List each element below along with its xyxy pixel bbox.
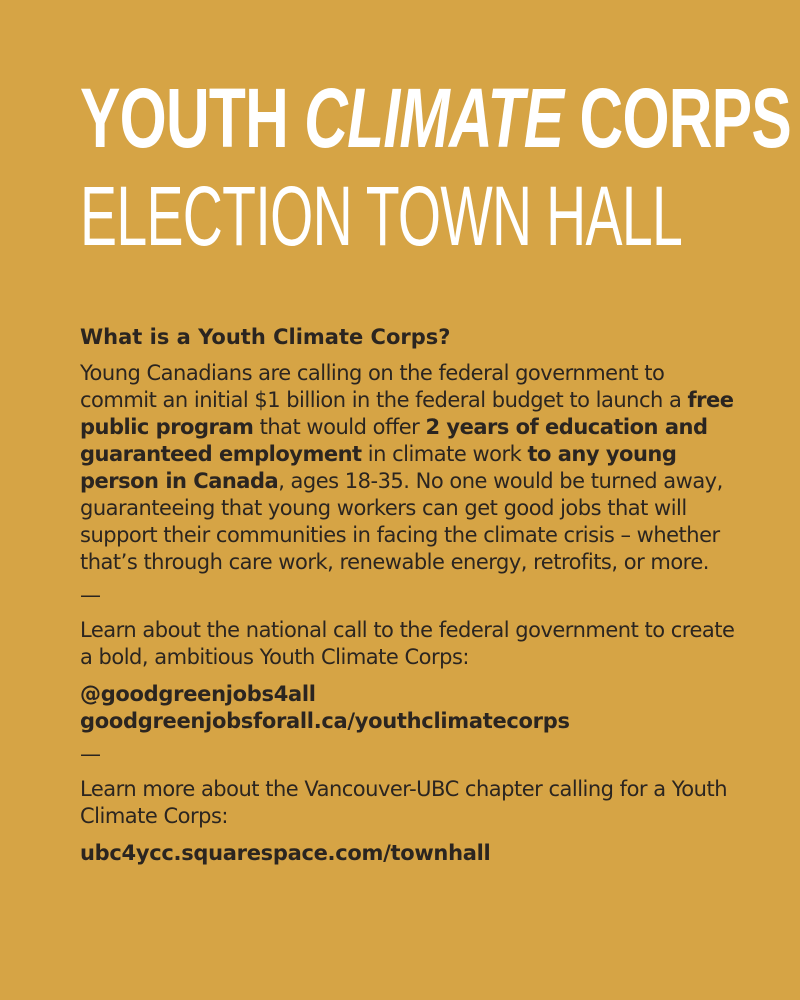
description-text-1: Young Canadians are calling on the federal government to commit an initial $1 billion in the federal budget to launch a bbox=[80, 361, 688, 412]
chapter-call-text: Learn more about the Vancouver-UBC chapter calling for a Youth Climate Corps: bbox=[80, 777, 728, 828]
description-bold-1: free public program bbox=[80, 388, 734, 439]
description-bold-2: 2 years of education and guaranteed employment bbox=[80, 415, 708, 466]
description-text-3: in climate work bbox=[361, 442, 528, 466]
national-url-link[interactable]: goodgreenjobsforall.ca/youthclimatecorps bbox=[80, 709, 570, 733]
title-line-1 bbox=[80, 71, 791, 165]
divider-1: — bbox=[80, 583, 101, 607]
chapter-url-link[interactable]: ubc4ycc.squarespace.com/townhall bbox=[80, 841, 491, 865]
description-text-4: , ages 18-35. No one would be turned away, guaranteeing that young workers can get good jobs that will support their communities in facing the climate crisis – whether that’s through care work, renewable energy, retrofits, or more. bbox=[80, 469, 723, 574]
question-heading: What is a Youth Climate Corps? bbox=[80, 325, 451, 349]
description-bold-3: to any young person in Canada bbox=[80, 442, 677, 493]
poster-title bbox=[80, 71, 791, 263]
title-youth: YOUTH bbox=[80, 71, 289, 165]
title-climate: CLIMATE bbox=[304, 71, 564, 165]
title-subtitle: ELECTION TOWN HALL bbox=[80, 169, 683, 263]
description-paragraph bbox=[80, 360, 740, 576]
body-content bbox=[80, 322, 740, 867]
title-corps: CORPS bbox=[579, 71, 791, 165]
national-call-text: Learn about the national call to the federal government to create a bold, ambitious Youth Climate Corps: bbox=[80, 618, 735, 669]
social-handle-link[interactable]: @goodgreenjobs4all bbox=[80, 682, 316, 706]
description-text-2: that would offer bbox=[253, 415, 426, 439]
divider-2: — bbox=[80, 742, 101, 766]
